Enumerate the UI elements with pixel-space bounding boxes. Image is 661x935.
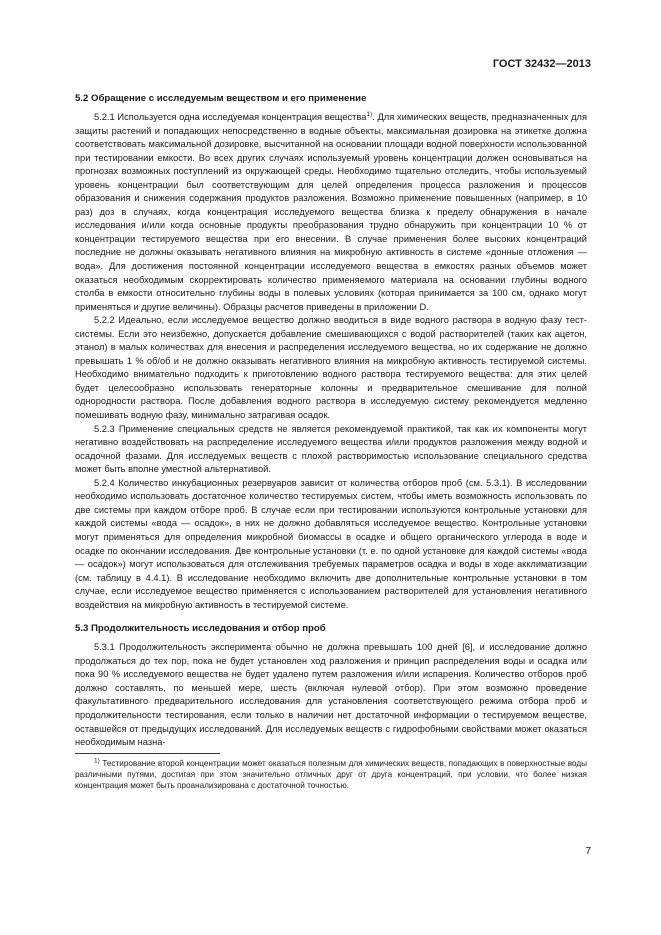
footnote-ref-1: 1) bbox=[366, 110, 373, 118]
footnote-1 bbox=[75, 758, 587, 791]
footnote-divider bbox=[75, 753, 220, 754]
page-number: 7 bbox=[585, 846, 591, 857]
paragraph-5-2-3: 5.2.3 Применение специальных средств не является рекомендуемой практикой, так как их компоненты могут негативно воздействовать на распределение исследуемого вещества и/или продуктов разложения между водной и осадочной фазами. Для исследуемых веществ с плохой растворимостью использование специального средства может быть вполне уместной альтернативой. bbox=[75, 423, 587, 475]
document-header: ГОСТ 32432—2013 bbox=[492, 58, 591, 70]
paragraph-5-3-1: 5.3.1 Продолжительность эксперимента обычно не должна превышать 100 дней [6], и исследование должно продолжаться до тех пор, пока не будет установлен ход разложения и принцип распределения воды и осадка или пока 90 % исследуемого вещества не будет удалено путем разложения и/или испарения. Количество отборов проб должно составлять, по меньшей мере, шесть (включая нулевой отбор). При этом возможно проведение факультативного предварительного исследования для установления соответствующего режима отбора проб и продолжительности тестирования, если только в наличии нет достаточной информации о тестируемом веществе, оставшейся от предыдущих исследований. Для исследуемых веществ с гидрофобными свойствами может оказаться необходимым назна- bbox=[75, 642, 587, 748]
paragraph-5-2-1 bbox=[75, 111, 587, 314]
paragraph-5-2-4: 5.2.4 Количество инкубационных резервуаров зависит от количества отборов проб (см. 5.3.1). В исследовании необходимо использовать достаточное количество тестируемых систем, чтобы иметь возможность использовать по две системы при каждом отборе проб. В случае если при тестировании используются контрольные установки для каждой системы «вода — осадок», в них не должно добавляться исследуемое вещество. Контрольные установки могут применяться для определения микробной биомассы в осадке и общего органического углерода в воде и осадке по окончании исследования. Две контрольные установки (т. е. по одной установке для каждой системы «вода — осадок») могут использоваться для отслеживания требуемых параметров осадка и воды в ходе акклиматизации (см. таблицу в 4.4.1). В исследование необходимо включить две дополнительные контрольные установки в том случае, если исследуемое вещество применяется с использованием растворителей для установления негативного воздействия на микробную активность в тестируемой системе. bbox=[75, 477, 587, 610]
paragraph-5-2-1-rest: . Для химических веществ, предназначенных для защиты растений и попадающих непосредственно в водные объекты, максимальная дозировка на этикетке должна соответствовать максимальной дозировке, высчитанной на основании площади водной поверхности использованной при тестировании емкости. Во всех других случаях используемый уровень концентрации должен основываться на прогнозах возможных поступлений из окружающей среды. Необходимо тщательно отследить, чтобы используемый уровень концентрации был соответствующим для целей определения процесса разложения и процессов образования и снижения содержания продуктов разложения. Возможно применение повышенных (например, в 10 раз) доз в случаях, когда концентрация исследуемого вещества близка к пределу обнаружения в начале исследования и/или когда основные продукты преобразования трудно обнаружить при концентрации 10 % от концентрации тестируемого вещества при его внесении. В случае применения более высоких концентраций последние не должны оказывать негативного влияния на микробную активность в системе «донные отложения — вода». Для достижения постоянной концентрации исследуемого вещества в емкостях разных объемов может оказаться необходимым скорректировать количество применяемого материала на основании глубины водного столба в емкости относительно глубины воды в полевых условиях (которая принимается за 100 см, однако могут применяться и другие величины). Образцы расчетов приведены в приложении D. bbox=[75, 112, 587, 312]
paragraph-5-2-1-start: 5.2.1 Используется одна исследуемая концентрация вещества bbox=[94, 112, 367, 122]
paragraph-5-2-2: 5.2.2 Идеально, если исследуемое вещество должно вводиться в виде водного раствора в водную фазу тест-системы. Если это неизбежно, допускается добавление смешивающихся с водой растворителей (таких как ацетон, этанол) в малых количествах для внесения и распределения исследуемого вещества, но их содержание не должно превышать 1 % об/об и не должно оказывать негативного влияния на микробную активность тестируемой системы. Необходимо внимательно подходить к приготовлению водного раствора тестируемого вещества: для этих целей будет целесообразно использовать генераторные колонны и предварительное смешивание для полной однородности раствора. После добавления водного раствора в исследуемую систему рекомендуется медленно помешивать водную фазу, минимально затрагивая осадок. bbox=[75, 315, 587, 421]
page-body bbox=[75, 92, 587, 791]
footnote-text: Тестирование второй концентрации может оказаться полезным для химических веществ, попадающих в поверхностные воды различными путями, достигая при этом значительно отличных друг от друга концентраций, при условии, что более низкая концентрация может быть проанализирована с достаточной точностью. bbox=[75, 758, 587, 790]
section-5-3-heading: 5.3 Продолжительность исследования и отбор проб bbox=[75, 623, 326, 635]
footnote-mark: 1) bbox=[94, 756, 100, 764]
section-5-2-heading: 5.2 Обращение с исследуемым веществом и его применение bbox=[75, 93, 367, 104]
